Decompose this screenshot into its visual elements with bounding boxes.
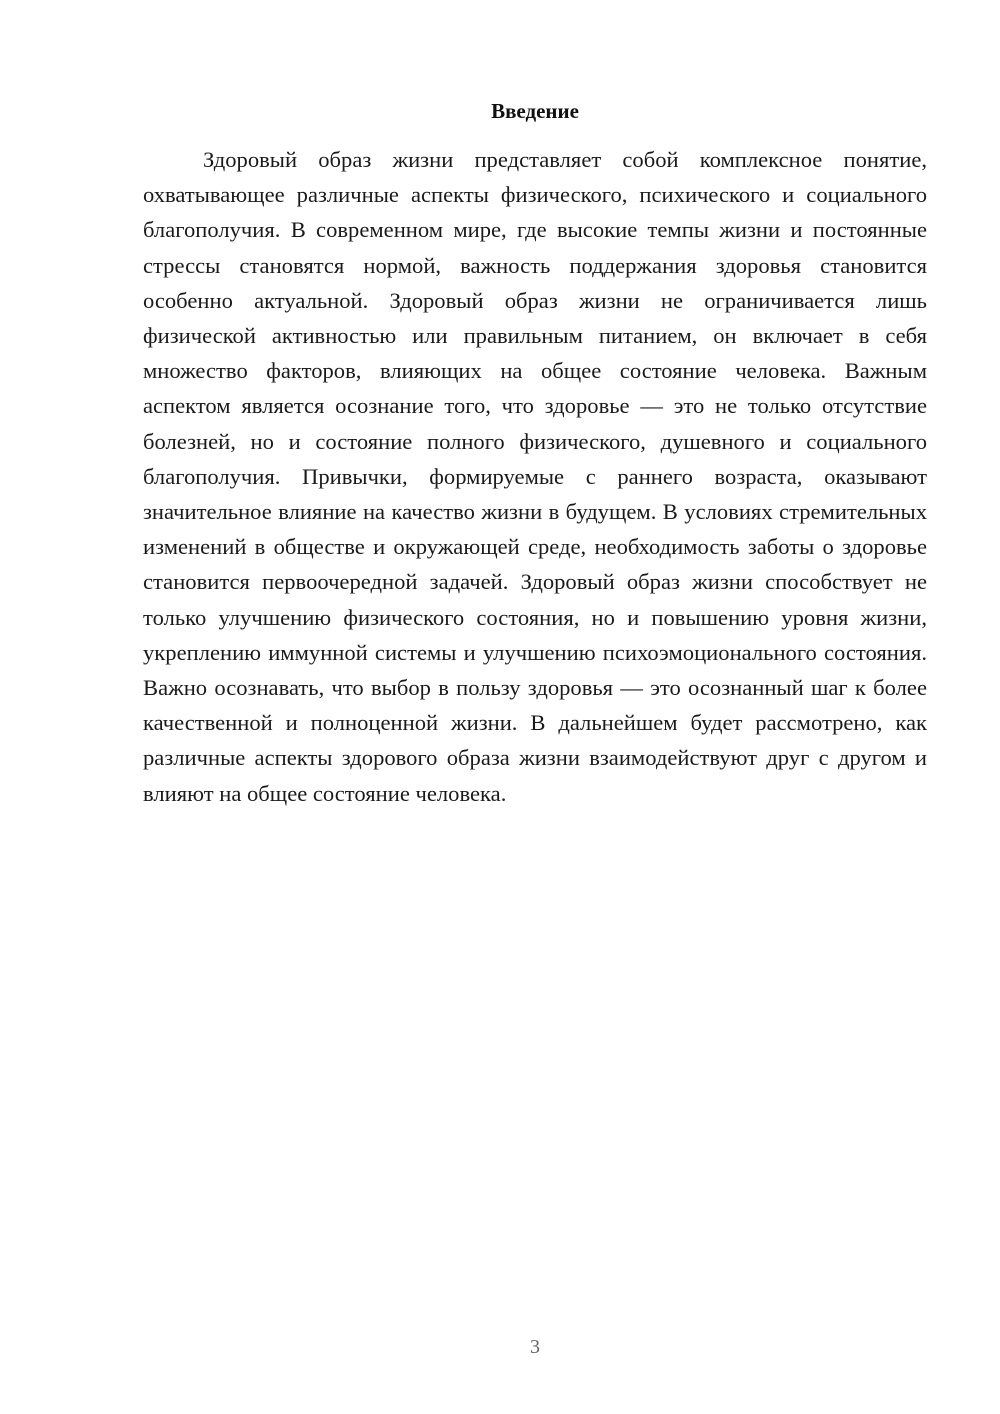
page-number: 3: [530, 1336, 540, 1358]
body-paragraph: Здоровый образ жизни представляет собой комплексное понятие, охватывающее различные аспекты физического, психического и социального благополучия. В современном мире, где высокие темпы жизни и постоянные стрессы становятся нормой, важность поддержания здоровья становится особенно актуальной. Здоровый образ жизни не ограничивается лишь физической активностью или правильным питанием, он включает в себя множество факторов, влияющих на общее состояние человека. Важным аспектом является осознание того, что здоровье — это не только отсутствие болезней, но и состояние полного физического, душевного и социального благополучия. Привычки, формируемые с раннего возраста, оказывают значительное влияние на качество жизни в будущем. В условиях стремительных изменений в обществе и окружающей среде, необходимость заботы о здоровье становится первоочередной задачей. Здоровый образ жизни способствует не только улучшению физического состояния, но и повышению уровня жизни, укреплению иммунной системы и улучшению психоэмоционального состояния. Важно осознавать, что выбор в пользу здоровья — это осознанный шаг к более качественной и полноценной жизни. В дальнейшем будет рассмотрено, как различные аспекты здорового образа жизни взаимодействуют друг с другом и влияют на общее состояние человека.: [143, 147, 927, 806]
section-heading: Введение: [491, 99, 579, 123]
